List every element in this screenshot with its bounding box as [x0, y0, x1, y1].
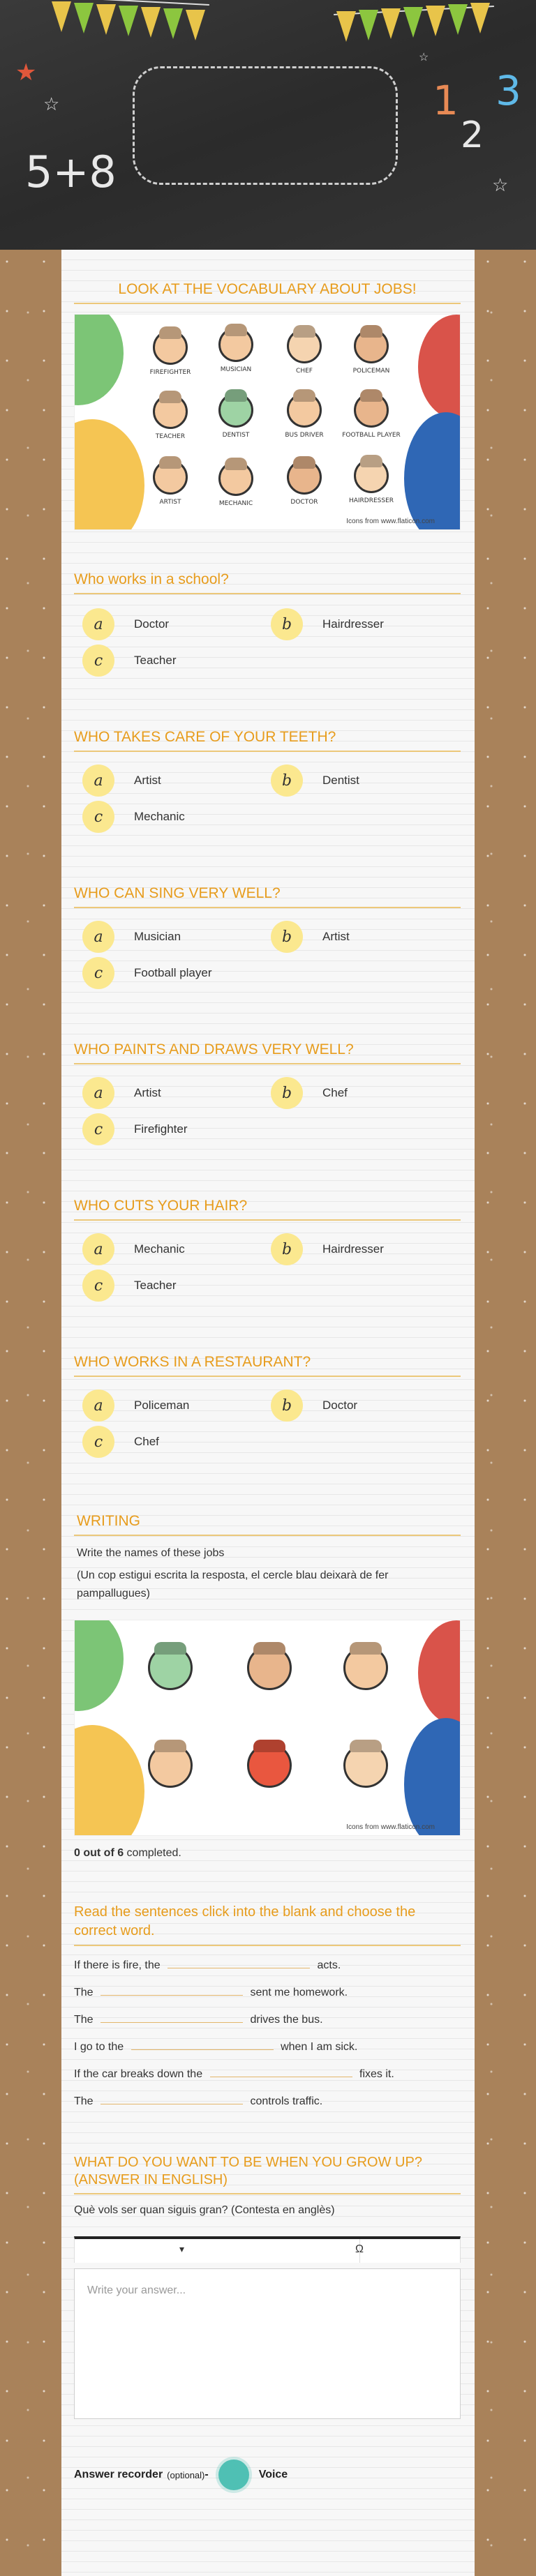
option-c[interactable]	[82, 957, 212, 989]
job-dentist: DENTIST	[204, 393, 267, 439]
sentences-section	[74, 1903, 461, 1946]
option-letter: a	[82, 921, 114, 953]
option-a[interactable]	[82, 764, 161, 797]
job-picture-policeman[interactable]	[238, 1645, 301, 1690]
question-heading: WHO WORKS IN A RESTAURANT?	[74, 1353, 461, 1377]
option-text: Hairdresser	[322, 1242, 384, 1256]
vocab-image	[74, 314, 461, 530]
sentence-3: The drives the bus.	[74, 2009, 323, 2026]
blank-input[interactable]	[100, 2009, 243, 2023]
chalkboard-header	[0, 0, 536, 250]
option-c[interactable]	[82, 801, 185, 833]
section-heading: WHAT DO YOU WANT TO BE WHEN YOU GROW UP? (ANSWER IN ENGLISH)	[74, 2154, 461, 2194]
writing-image	[74, 1620, 461, 1836]
writing-section	[74, 1512, 461, 1603]
blank-input[interactable]	[100, 2091, 243, 2104]
option-letter: a	[82, 764, 114, 797]
section-heading: Read the sentences click into the blank and choose the correct word.	[74, 1903, 461, 1946]
number-one: 1	[433, 77, 459, 124]
option-text: Dentist	[322, 774, 359, 787]
question-1	[74, 571, 461, 594]
progress-count: 0 out of 6	[74, 1847, 124, 1859]
option-letter: b	[271, 1389, 303, 1422]
question-2	[74, 728, 461, 752]
job-mechanic: MECHANIC	[204, 461, 267, 507]
question-6	[74, 1353, 461, 1377]
option-text: Doctor	[322, 1399, 358, 1412]
recorder-dash: -	[204, 2469, 209, 2480]
question-3	[74, 884, 461, 908]
image-credit: Icons from www.flaticon.com	[346, 518, 435, 525]
option-c[interactable]	[82, 1426, 159, 1458]
job-hairdresser: HAIRDRESSER	[340, 458, 403, 504]
job-football-player: FOOTBALL PLAYER	[340, 393, 403, 439]
voice-record-button[interactable]	[218, 2460, 249, 2490]
answer-recorder	[74, 2460, 288, 2490]
job-picture-mechanic[interactable]	[139, 1743, 202, 1788]
sentence-5: If the car breaks down the fixes it.	[74, 2063, 394, 2081]
option-text: Policeman	[134, 1399, 190, 1412]
option-b[interactable]	[271, 764, 359, 797]
option-text: Teacher	[134, 1279, 177, 1292]
blank-input[interactable]	[168, 1954, 310, 1968]
blank-input[interactable]	[131, 2036, 274, 2050]
format-dropdown[interactable]: ▾	[179, 2243, 185, 2254]
option-a[interactable]	[82, 1389, 189, 1422]
option-letter: c	[82, 1426, 114, 1458]
option-c[interactable]	[82, 1270, 176, 1302]
blank-input[interactable]	[100, 1982, 243, 1996]
editor-toolbar	[74, 2236, 461, 2263]
option-letter: a	[82, 608, 114, 640]
job-picture-bus-driver[interactable]	[334, 1645, 397, 1690]
option-text: Teacher	[134, 654, 177, 667]
option-text: Football player	[134, 966, 212, 979]
option-b[interactable]	[271, 608, 384, 640]
sentence-1: If there is fire, the acts.	[74, 1954, 341, 1972]
answer-textarea[interactable]: Write your answer...	[74, 2268, 461, 2419]
math-text: 5+8	[25, 146, 117, 197]
question-4	[74, 1041, 461, 1064]
option-text: Artist	[134, 1086, 161, 1099]
number-three: 3	[496, 67, 521, 114]
star-outline-icon: ☆	[492, 174, 509, 195]
bunting-left	[49, 0, 209, 49]
option-a[interactable]	[82, 1077, 161, 1109]
option-b[interactable]	[271, 921, 350, 953]
job-policeman: POLICEMAN	[340, 329, 403, 375]
voice-label[interactable]: Voice	[258, 2469, 288, 2480]
option-c[interactable]	[82, 645, 176, 677]
option-text: Chef	[322, 1086, 348, 1099]
job-doctor: DOCTOR	[273, 460, 336, 506]
vocab-section	[74, 280, 461, 304]
sentence-2: The sent me homework.	[74, 1982, 348, 1999]
option-letter: c	[82, 957, 114, 989]
question-heading: WHO PAINTS AND DRAWS VERY WELL?	[74, 1041, 461, 1064]
option-letter: b	[271, 1233, 303, 1265]
job-artist: ARTIST	[139, 460, 202, 506]
option-text: Firefighter	[134, 1122, 188, 1136]
question-heading: WHO TAKES CARE OF YOUR TEETH?	[74, 728, 461, 752]
option-letter: b	[271, 1077, 303, 1109]
star-outline-icon: ☆	[419, 52, 429, 63]
option-letter: c	[82, 1113, 114, 1145]
job-firefighter: FIREFIGHTER	[139, 330, 202, 376]
option-b[interactable]	[271, 1077, 348, 1109]
recorder-label: Answer recorder	[74, 2469, 163, 2480]
option-text: Artist	[134, 774, 161, 787]
job-bus-driver: BUS DRIVER	[273, 393, 336, 439]
question-heading: Who works in a school?	[74, 571, 461, 594]
writing-note: (Un cop estigui escrita la resposta, el cercle blau deixarà de fer pampallugues)	[77, 1569, 389, 1599]
option-text: Mechanic	[134, 1242, 185, 1256]
chalk-frame	[133, 66, 398, 185]
question-heading: WHO CAN SING VERY WELL?	[74, 884, 461, 908]
section-heading: WRITING	[74, 1512, 461, 1536]
star-icon: ★	[15, 59, 37, 86]
option-letter: b	[271, 608, 303, 640]
writing-instruction: Write the names of these jobs	[77, 1547, 225, 1559]
sentence-4: I go to the when I am sick.	[74, 2036, 357, 2054]
question-heading: WHO CUTS YOUR HAIR?	[74, 1197, 461, 1221]
job-picture-dentist[interactable]	[139, 1645, 202, 1690]
job-chef: CHEF	[273, 329, 336, 375]
job-picture-firefighter[interactable]	[238, 1743, 301, 1788]
progress-suffix: completed.	[124, 1847, 181, 1859]
option-letter: c	[82, 801, 114, 833]
option-a[interactable]	[82, 1233, 185, 1265]
bunting-right	[334, 0, 494, 49]
future-prompt: Què vols ser quan siguis gran? (Contesta en anglès)	[74, 2204, 335, 2216]
job-picture-hairdresser[interactable]	[334, 1743, 397, 1788]
option-text: Artist	[322, 930, 350, 943]
option-text: Doctor	[134, 617, 170, 631]
option-a[interactable]	[82, 921, 181, 953]
option-b[interactable]	[271, 1389, 357, 1422]
job-musician: MUSICIAN	[204, 327, 267, 373]
option-letter: a	[82, 1389, 114, 1422]
option-text: Musician	[134, 930, 181, 943]
option-letter: a	[82, 1077, 114, 1109]
option-letter: c	[82, 645, 114, 677]
future-section	[74, 2154, 461, 2220]
option-c[interactable]	[82, 1113, 188, 1145]
image-credit: Icons from www.flaticon.com	[346, 1823, 435, 1831]
sentence-6: The controls traffic.	[74, 2091, 322, 2108]
writing-progress	[74, 1847, 181, 1860]
option-a[interactable]	[82, 608, 169, 640]
option-b[interactable]	[271, 1233, 384, 1265]
option-letter: c	[82, 1270, 114, 1302]
question-5	[74, 1197, 461, 1221]
option-text: Chef	[134, 1435, 159, 1448]
section-heading: LOOK AT THE VOCABULARY ABOUT JOBS!	[74, 280, 461, 304]
recorder-optional: (optional)	[167, 2469, 205, 2480]
star-outline-icon: ☆	[43, 93, 60, 114]
option-letter: a	[82, 1233, 114, 1265]
job-teacher: TEACHER	[139, 394, 202, 440]
option-text: Mechanic	[134, 810, 185, 823]
option-letter: b	[271, 764, 303, 797]
worksheet-paper	[61, 250, 475, 2576]
option-text: Hairdresser	[322, 617, 384, 631]
option-letter: b	[271, 921, 303, 953]
special-char-button[interactable]: Ω	[355, 2243, 364, 2255]
blank-input[interactable]	[210, 2063, 352, 2077]
number-two: 2	[461, 114, 484, 156]
